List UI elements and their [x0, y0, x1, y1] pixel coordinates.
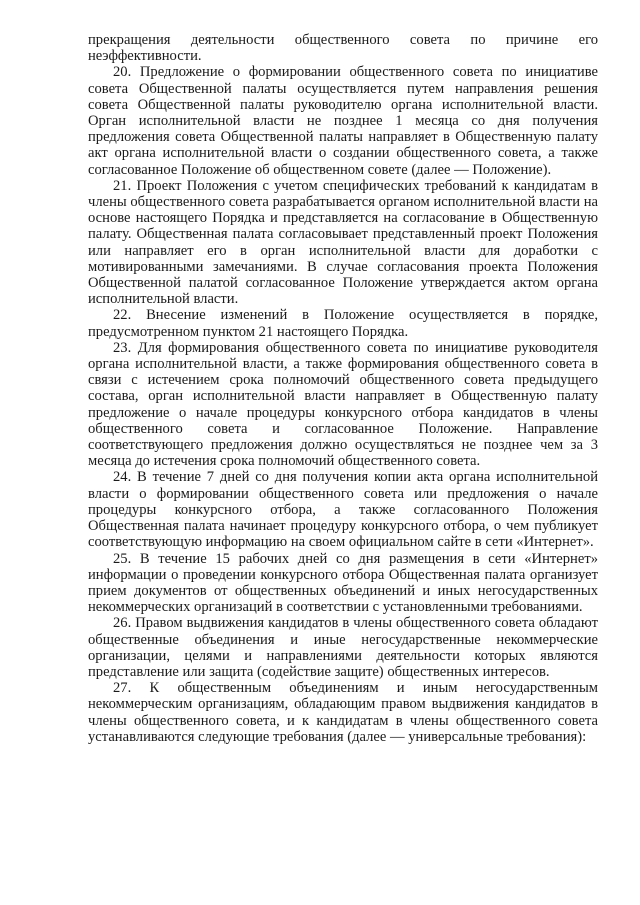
paragraph-20: 20. Предложение о формировании общественного совета по инициативе совета Общественной палаты осуществляется путем направления решения совета Общественной палаты руководителю органа исполнительной власти. Орган исполнительной власти не позднее 1 месяца со дня получения предложения совета Общественной палаты направляет в Общественную палату акт органа исполнительной власти о создании общественного совета, а также согласованное Положение об общественном совете (далее — Положение).	[88, 64, 598, 178]
paragraph-continuation: прекращения деятельности общественного совета по причине его неэффективности.	[88, 32, 598, 65]
paragraph-23: 23. Для формирования общественного совета по инициативе руководителя органа исполнительной власти, а также формирования общественного совета в связи с истечением срока полномочий общественного совета предыдущего состава, орган исполнительной власти направляет в Общественную палату предложение о начале процедуры конкурсного отбора кандидатов в члены общественного совета и согласованное Положение. Направление соответствующего предложения должно осуществляться не позднее чем за 3 месяца до истечения срока полномочий общественного совета.	[88, 339, 598, 470]
paragraph-26: 26. Правом выдвижения кандидатов в члены общественного совета обладают общественные объединения и иные негосударственные некоммерческие организации, целями и направлениями деятельности которых являются представление или защита (содействие защите) общественных интересов.	[88, 615, 598, 680]
paragraph-22: 22. Внесение изменений в Положение осуществляется в порядке, предусмотренном пунктом 21 настоящего Порядка.	[88, 307, 598, 340]
paragraph-27: 27. К общественным объединениям и иным негосударственным некоммерческим организациям, обладающим правом выдвижения кандидатов в члены общественного совета, и к кандидатам в члены общественного совета устанавливаются следующие требования (далее — универсальные требования):	[88, 680, 598, 745]
paragraph-21: 21. Проект Положения с учетом специфических требований к кандидатам в члены общественного совета разрабатывается органом исполнительной власти на основе настоящего Порядка и представляется на согласование в Общественную палату. Общественная палата согласовывает представленный проект Положения или направляет его в орган исполнительной власти для доработки с мотивированными замечаниями. В случае согласования проекта Положения Общественной палатой согласованное Положение утверждается актом органа исполнительной власти.	[88, 177, 598, 308]
paragraph-24: 24. В течение 7 дней со дня получения копии акта органа исполнительной власти о формировании общественного совета или предложения о начале процедуры конкурсного отбора, а также согласованного Положения Общественная палата начинает процедуру конкурсного отбора, о чем публикует соответствующую информацию на своем официальном сайте в сети «Интернет».	[88, 469, 598, 551]
paragraph-25: 25. В течение 15 рабочих дней со дня размещения в сети «Интернет» информации о проведении конкурсного отбора Общественная палата организует прием документов от общественных объединений и иных негосударственных некоммерческих организаций в соответствии с установленными требованиями.	[88, 550, 598, 616]
